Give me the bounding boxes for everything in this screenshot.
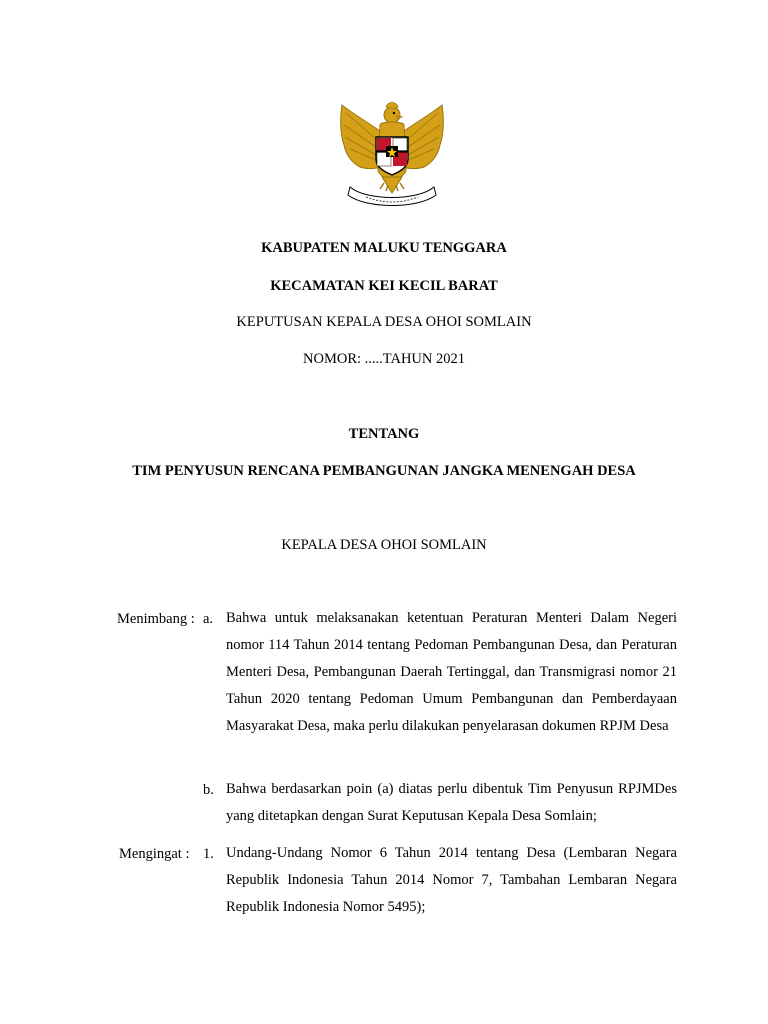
menimbang-item-a: Bahwa untuk melaksanakan ketentuan Peraturan Menteri Dalam Negeri nomor 114 Tahun 2014 tentang Pedoman Pembangunan Desa, dan Peraturan Menteri Desa, Pembangunan Daerah Tertinggal, dan Transmigrasi nomor 21 Tahun 2020 tentang Pedoman Umum Pembangunan dan Pemberdayaan Masyarakat Desa, maka perlu dilakukan penyelarasan dokumen RPJM Desa <box>226 610 677 734</box>
district-title: KECAMATAN KEI KECIL BARAT <box>270 278 498 294</box>
mengingat-label: Mengingat : <box>119 846 190 862</box>
menimbang-label: Menimbang : <box>117 611 195 627</box>
garuda-emblem-icon <box>336 97 448 215</box>
mengingat-item-1: Undang-Undang Nomor 6 Tahun 2014 tentang Desa (Lembaran Negara Republik Indonesia Tahun 2014 Nomor 7, Tambahan Lembaran Negara Republik Indonesia Nomor 5495); <box>226 845 677 915</box>
menimbang-marker-a: a. <box>203 611 214 627</box>
mengingat-marker-1: 1. <box>203 846 214 862</box>
decree-title: KEPUTUSAN KEPALA DESA OHOI SOMLAIN <box>236 314 532 330</box>
regency-title: KABUPATEN MALUKU TENGGARA <box>261 240 507 256</box>
menimbang-item-b: Bahwa berdasarkan poin (a) diatas perlu dibentuk Tim Penyusun RPJMDes yang ditetapkan dengan Surat Keputusan Kepala Desa Somlain; <box>226 781 677 824</box>
menimbang-marker-b: b. <box>203 782 214 798</box>
decree-number: NOMOR: .....TAHUN 2021 <box>303 351 465 367</box>
official-title: KEPALA DESA OHOI SOMLAIN <box>281 537 487 553</box>
subject-title: TIM PENYUSUN RENCANA PEMBANGUNAN JANGKA MENENGAH DESA <box>132 463 636 479</box>
subject-heading: TENTANG <box>348 426 420 442</box>
